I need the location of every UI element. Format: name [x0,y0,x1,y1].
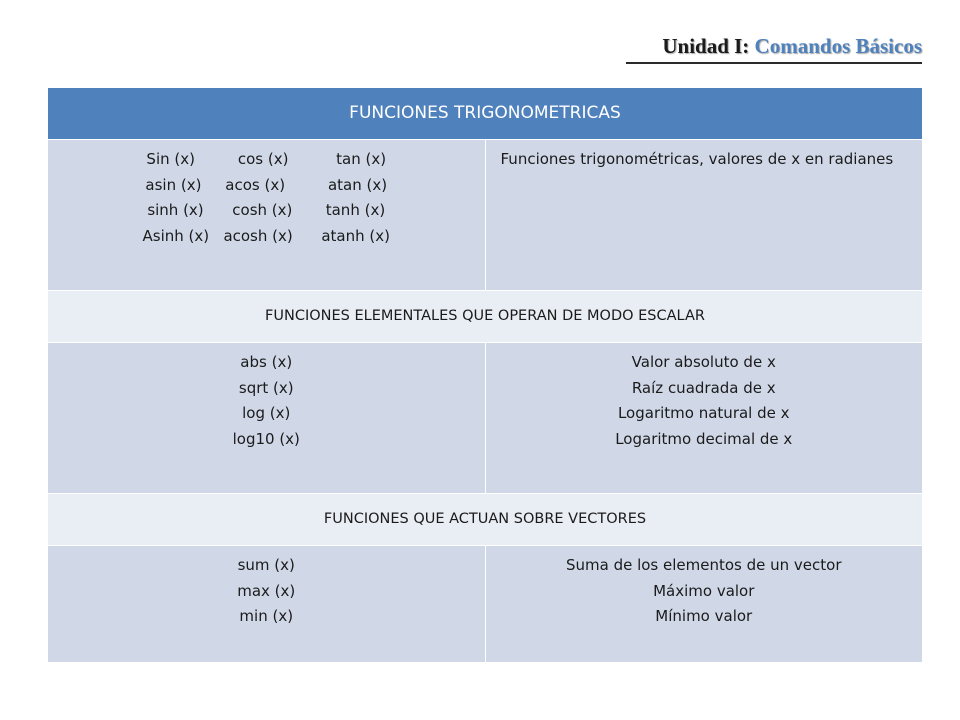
table-row [48,546,923,663]
trig-functions-list: Sin (x) cos (x) tan (x) asin (x) acos (x) atan (x) sinh (x) cosh (x) tanh (x) Asinh (x) acosh (x) atanh (x) [142,150,390,245]
header-underline [626,62,922,64]
elemental-functions-cell [48,343,486,494]
section-title-vectors: FUNCIONES QUE ACTUAN SOBRE VECTORES [48,494,923,546]
elemental-descriptions-cell [485,343,923,494]
trig-description: Funciones trigonométricas, valores de x en radianes [500,150,894,168]
vector-descriptions-cell [485,546,923,663]
section-title-elemental: FUNCIONES ELEMENTALES QUE OPERAN DE MODO ESCALAR [48,291,923,343]
section-row-vectors [48,494,923,546]
trig-functions-cell [48,140,486,291]
vector-functions-list: sum (x) max (x) min (x) [237,556,296,625]
functions-table [47,87,923,663]
table-header-row [48,88,923,140]
vector-descriptions-list: Suma de los elementos de un vector Máximo valor Mínimo valor [565,556,842,625]
table-row [48,140,923,291]
section-row-elemental [48,291,923,343]
slide-header [662,34,922,59]
table-row [48,343,923,494]
unit-label: Unidad I: [662,34,750,58]
table-title: FUNCIONES TRIGONOMETRICAS [48,88,923,140]
topic-label: Comandos Básicos [754,34,922,58]
elemental-descriptions-list: Valor absoluto de x Raíz cuadrada de x Logaritmo natural de x Logaritmo decimal de x [615,353,793,448]
elemental-functions-list: abs (x) sqrt (x) log (x) log10 (x) [232,353,300,448]
trig-description-cell [485,140,923,291]
vector-functions-cell [48,546,486,663]
